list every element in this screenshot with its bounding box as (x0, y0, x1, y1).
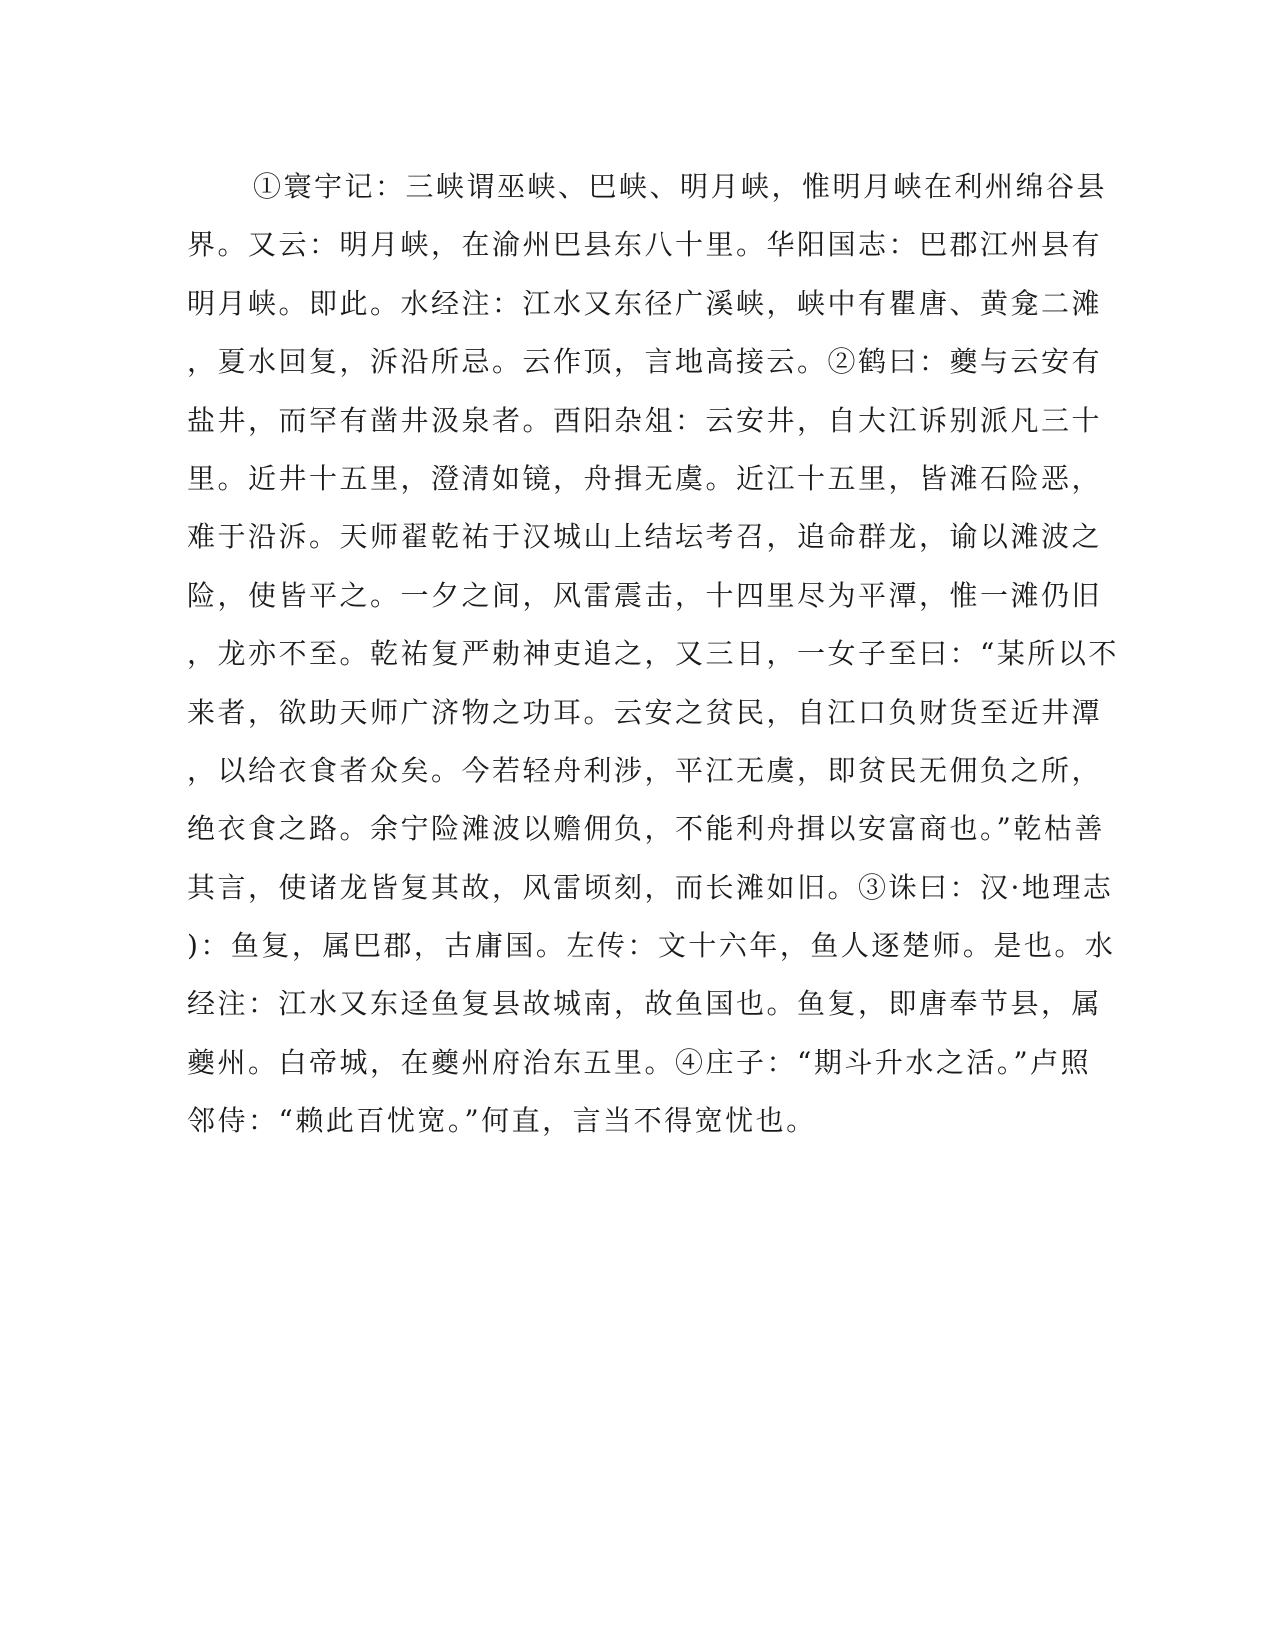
text-line: 其言，使诸龙皆复其故，风雷顷刻，而长滩如旧。③诛曰：汉·地理志 (187, 870, 1114, 904)
text-line: ，以给衣食者众矣。今若轻舟利涉，平江无虞，即贫民无佣负之所， (187, 753, 1103, 787)
text-line: 绝衣食之路。余宁险滩波以赡佣负，不能利舟揖以安富商也。”乾枯善 (187, 812, 1105, 846)
text-line: 界。又云：明月峡，在渝州巴县东八十里。华阳国志：巴郡江州县有 (187, 228, 1103, 262)
text-line: )：鱼复，属巴郡，古庸国。左传：文十六年，鱼人逐楚师。是也。水 (187, 929, 1116, 963)
text-line: 来者，欲助天师广济物之功耳。云安之贫民，自江口负财货至近井潭 (187, 695, 1103, 729)
annotation-paragraph (187, 158, 1119, 1151)
text-line: ，龙亦不至。乾祐复严勅神吏追之，又三日，一女子至曰：“某所以不 (187, 637, 1119, 671)
text-line: 经注：江水又东迳鱼复县故城南，故鱼国也。鱼复，即唐奉节县，属 (187, 987, 1103, 1021)
text-line: 夔州。白帝城，在夔州府治东五里。④庄子：“期斗升水之活。”卢照 (187, 1045, 1092, 1079)
text-line: 盐井，而罕有凿井汲泉者。酉阳杂俎：云安井，自大江诉别派凡三十 (187, 403, 1103, 437)
text-line: ，夏水回复，泝沿所忌。云作顶，言地高接云。②鹤曰：夔与云安有 (187, 345, 1103, 379)
text-line: 险，使皆平之。一夕之间，风雷震击，十四里尽为平潭，惟一滩仍旧 (187, 578, 1103, 612)
text-line: 难于沿泝。天师翟乾祐于汉城山上结坛考召，追命群龙，谕以滩波之 (187, 520, 1103, 554)
text-line: 里。近井十五里，澄清如镜，舟揖无虞。近江十五里，皆滩石险恶， (187, 461, 1103, 495)
text-line: 邻侍：“赖此百忧宽。”何直，言当不得宽忧也。 (187, 1104, 817, 1138)
text-line: ①寰宇记：三峡谓巫峡、巴峡、明月峡，惟明月峡在利州绵谷县 (253, 170, 1108, 203)
text-line: 明月峡。即此。水经注：江水又东径广溪峡，峡中有瞿唐、黄龛二滩 (187, 286, 1103, 320)
